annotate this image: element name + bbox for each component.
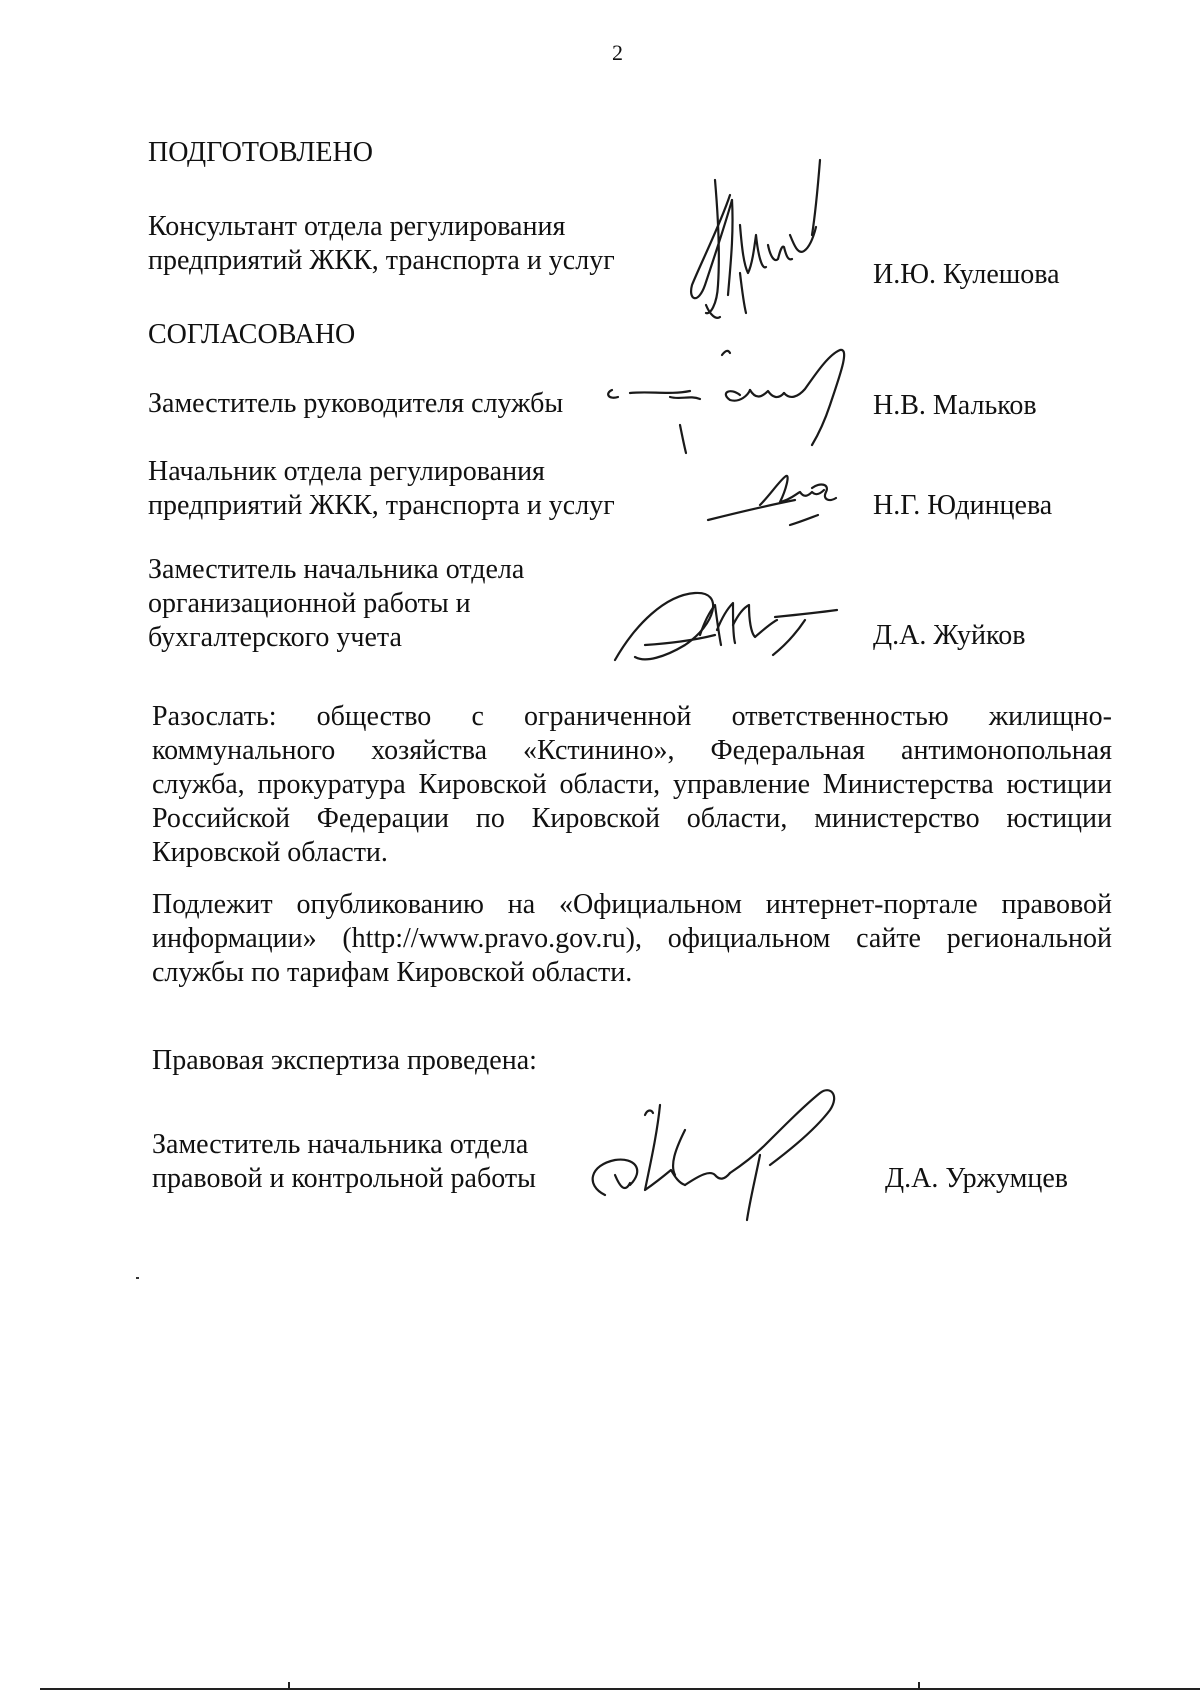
dept-head-position-line1: Начальник отдела регулирования — [148, 456, 545, 487]
prepared-signer-name: И.Ю. Кулешова — [873, 259, 1060, 290]
agreed-heading: СОГЛАСОВАНО — [148, 319, 356, 350]
distribution-line: служба, прокуратура Кировской области, управление Министерства юстиции — [152, 769, 1112, 800]
legal-review-heading: Правовая экспертиза проведена: — [152, 1045, 537, 1076]
distribution-paragraph — [152, 700, 1112, 870]
legal-deputy-name: Д.А. Уржумцев — [885, 1163, 1069, 1194]
dept-head-position-line2: предприятий ЖКК, транспорта и услуг — [148, 490, 615, 521]
signature-yudintseva — [700, 470, 850, 535]
page-number: 2 — [612, 40, 623, 65]
distribution-line: Разослать: общество с ограниченной ответственностью жилищно- — [152, 701, 1112, 732]
publication-line: Подлежит опубликованию на «Официальном интернет-портале правовой — [152, 889, 1112, 920]
publication-paragraph — [152, 888, 1112, 990]
deputy-head-name: Н.В. Мальков — [873, 390, 1037, 421]
signature-urzhumtsev — [575, 1075, 865, 1225]
org-deputy-name: Д.А. Жуйков — [873, 620, 1026, 651]
signature-zhuikov — [605, 585, 855, 670]
org-deputy-position-line3: бухгалтерского учета — [148, 622, 402, 653]
footer-rule — [40, 1688, 1200, 1690]
footer-tick — [288, 1682, 290, 1690]
org-deputy-position-line2: организационной работы и — [148, 588, 471, 619]
signature-malkov — [600, 345, 900, 460]
org-deputy-position-line1: Заместитель начальника отдела — [148, 554, 525, 585]
distribution-line: коммунального хозяйства «Кстинино», Федеральная антимонопольная — [152, 735, 1112, 766]
publication-line: информации» (http://www.pravo.gov.ru), официальном сайте региональной — [152, 923, 1112, 954]
stray-dot — [136, 1277, 139, 1279]
prepared-position-line1: Консультант отдела регулирования — [148, 211, 566, 242]
legal-deputy-position-line2: правовой и контрольной работы — [152, 1163, 536, 1194]
footer-tick — [918, 1682, 920, 1690]
distribution-line: Российской Федерации по Кировской области, министерство юстиции — [152, 803, 1112, 834]
distribution-line: Кировской области. — [152, 837, 388, 868]
signature-kuleshova — [670, 155, 840, 330]
publication-line: службы по тарифам Кировской области. — [152, 957, 633, 988]
prepared-heading: ПОДГОТОВЛЕНО — [148, 137, 373, 168]
legal-deputy-position-line1: Заместитель начальника отдела — [152, 1129, 529, 1160]
prepared-position-line2: предприятий ЖКК, транспорта и услуг — [148, 245, 615, 276]
dept-head-name: Н.Г. Юдинцева — [873, 490, 1053, 521]
deputy-head-position: Заместитель руководителя службы — [148, 388, 564, 419]
